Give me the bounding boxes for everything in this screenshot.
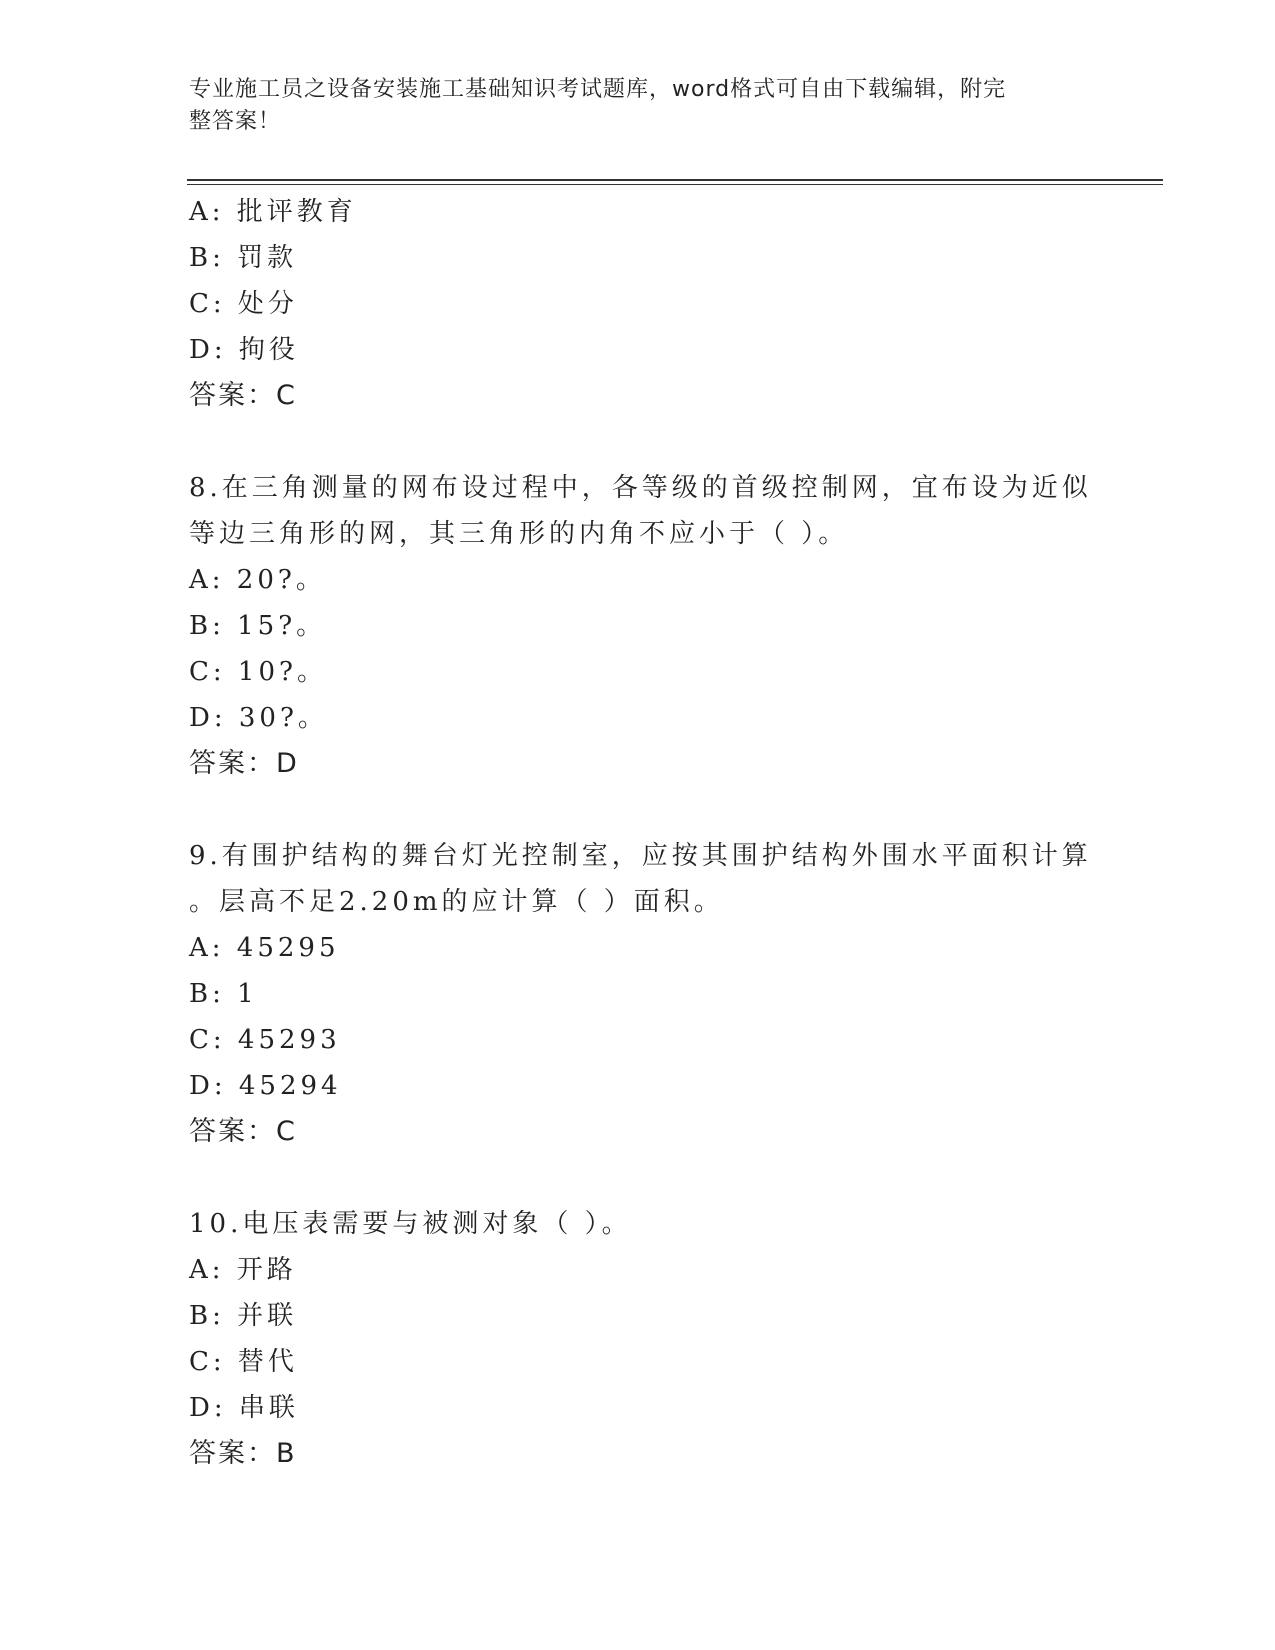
answer-line: 答案：D bbox=[189, 748, 299, 779]
question-spacer bbox=[189, 419, 1089, 465]
question-9 bbox=[189, 833, 1092, 1155]
header-line-2: 整答案！ bbox=[189, 109, 282, 134]
question-stem-line: 9.有围护结构的舞台灯光控制室，应按其围护结构外围水平面积计算 bbox=[189, 841, 1092, 871]
option-c: C: 45293 bbox=[189, 1025, 341, 1055]
question-list bbox=[189, 189, 1092, 1477]
option-b: B: 15?。 bbox=[189, 611, 327, 641]
question-spacer bbox=[189, 787, 1089, 833]
answer-line: 答案：C bbox=[189, 380, 297, 411]
option-c: C: 处分 bbox=[189, 289, 298, 319]
answer-line: 答案：C bbox=[189, 1116, 297, 1147]
option-d: D: 30?。 bbox=[189, 703, 328, 733]
option-a: A: 45295 bbox=[189, 933, 340, 963]
question-7 bbox=[189, 189, 1089, 419]
option-b: B: 罚款 bbox=[189, 243, 298, 273]
option-b: B: 1 bbox=[189, 979, 258, 1009]
option-c: C: 替代 bbox=[189, 1347, 298, 1377]
question-stem-line: 10.电压表需要与被测对象（ ）。 bbox=[189, 1209, 632, 1239]
header-line-1: 专业施工员之设备安装施工基础知识考试题库，word格式可自由下载编辑，附完 bbox=[189, 77, 1007, 102]
document-header bbox=[189, 74, 1069, 138]
option-a: A: 开路 bbox=[189, 1255, 297, 1285]
question-10 bbox=[189, 1201, 1089, 1477]
question-8 bbox=[189, 465, 1092, 787]
question-spacer bbox=[189, 1155, 1089, 1201]
option-d: D: 45294 bbox=[189, 1071, 342, 1101]
option-a: A: 20?。 bbox=[189, 565, 326, 595]
option-b: B: 并联 bbox=[189, 1301, 298, 1331]
header-divider-thin bbox=[187, 184, 1163, 185]
question-stem-line: 。层高不足2.20m的应计算（ ）面积。 bbox=[189, 887, 724, 917]
option-a: A: 批评教育 bbox=[189, 197, 357, 227]
question-stem-line: 8.在三角测量的网布设过程中，各等级的首级控制网，宜布设为近似 bbox=[189, 473, 1092, 503]
question-stem-line: 等边三角形的网，其三角形的内角不应小于（ ）。 bbox=[189, 519, 849, 549]
option-d: D: 拘役 bbox=[189, 335, 299, 365]
header-divider-thick bbox=[187, 179, 1163, 181]
option-c: C: 10?。 bbox=[189, 657, 327, 687]
answer-line: 答案：B bbox=[189, 1438, 297, 1469]
option-d: D: 串联 bbox=[189, 1393, 299, 1423]
